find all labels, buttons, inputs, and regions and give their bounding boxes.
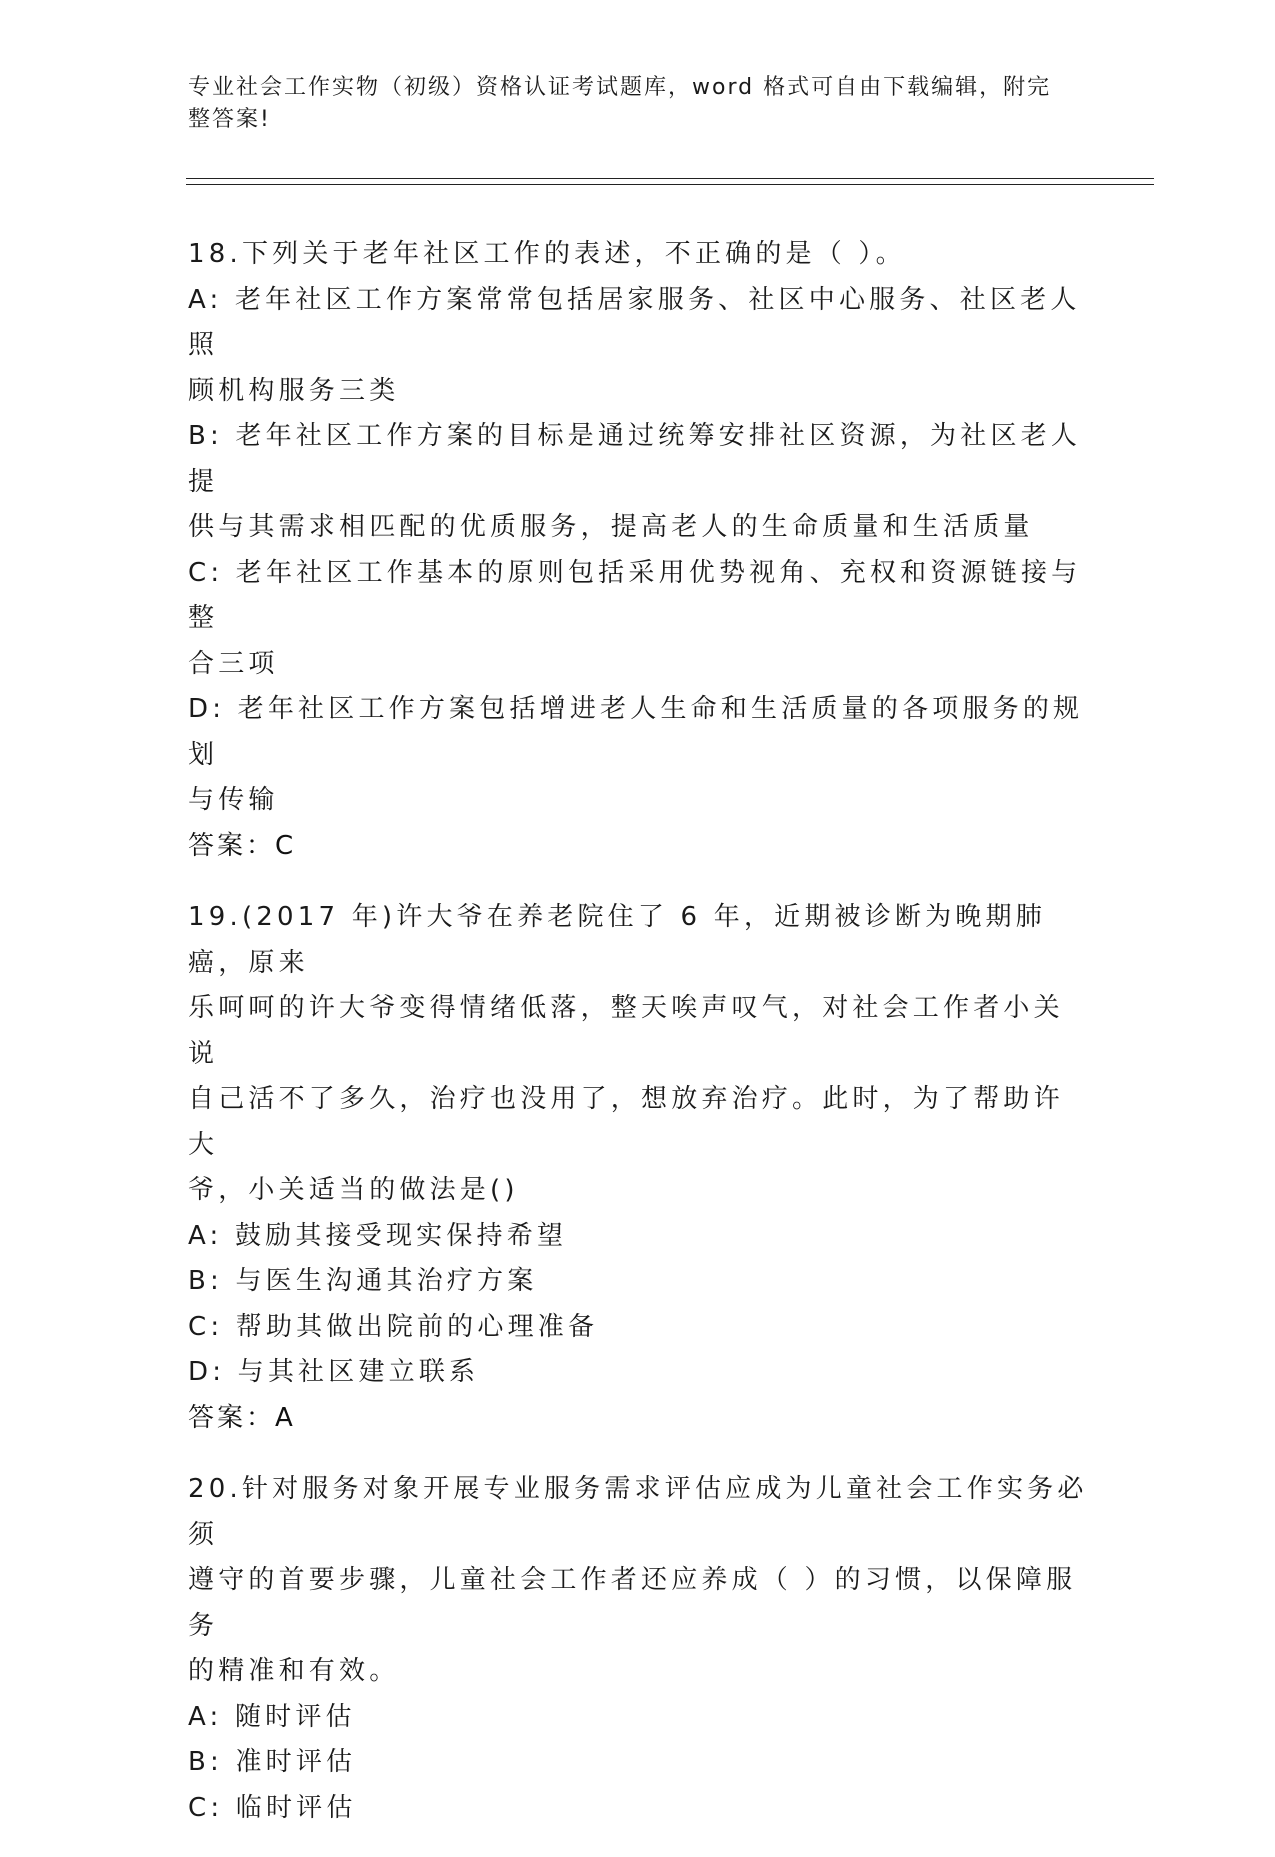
- question-19: [188, 895, 1088, 1441]
- option-d: D: 与其社区建立联系: [188, 1357, 480, 1387]
- question-20: [188, 1467, 1088, 1831]
- option-c-cont: 合三项: [188, 648, 279, 679]
- option-b: B: 老年社区工作方案的目标是通过统筹安排社区资源，为社区老人提: [188, 421, 1082, 497]
- question-18: [188, 232, 1088, 869]
- question-stem: 19.(2017 年)许大爷在养老院住了 6 年，近期被诊断为晚期肺癌，原来: [188, 902, 1046, 978]
- option-a: A: 鼓励其接受现实保持希望: [188, 1220, 568, 1251]
- option-d-cont: 与传输: [188, 785, 279, 815]
- question-stem-cont: 遵守的首要步骤，儿童社会工作者还应养成（ ）的习惯，以保障服务: [188, 1565, 1077, 1641]
- header-divider: [186, 178, 1154, 185]
- option-b: B: 准时评估: [188, 1747, 357, 1777]
- option-a-cont: 顾机构服务三类: [188, 375, 400, 406]
- question-stem: 20.针对服务对象开展专业服务需求评估应成为儿童社会工作实务必须: [188, 1474, 1088, 1550]
- question-list: [188, 232, 1088, 1857]
- option-a: A: 老年社区工作方案常常包括居家服务、社区中心服务、社区老人照: [188, 284, 1081, 360]
- option-b: B: 与医生沟通其治疗方案: [188, 1266, 538, 1296]
- page-header: [188, 72, 1068, 136]
- option-a: A: 随时评估: [188, 1701, 356, 1732]
- question-stem-cont: 自己活不了多久，治疗也没用了，想放弃治疗。此时，为了帮助许大: [188, 1084, 1064, 1160]
- answer: 答案：A: [188, 1402, 296, 1433]
- option-d: D: 老年社区工作方案包括增进老人生命和生活质量的各项服务的规划: [188, 694, 1084, 770]
- answer: 答案：C: [188, 830, 297, 861]
- header-line: 专业社会工作实物（初级）资格认证考试题库，word 格式可自由下载编辑，附完: [188, 75, 1052, 100]
- header-line: 整答案!: [188, 107, 271, 132]
- question-stem-cont: 爷，小关适当的做法是(): [188, 1175, 519, 1205]
- option-c: C: 帮助其做出院前的心理准备: [188, 1311, 599, 1342]
- option-c: C: 临时评估: [188, 1792, 357, 1823]
- question-stem: 18.下列关于老年社区工作的表述，不正确的是（ ）。: [188, 239, 906, 269]
- question-stem-cont: 乐呵呵的许大爷变得情绪低落，整天唉声叹气，对社会工作者小关说: [188, 993, 1064, 1069]
- question-stem-cont: 的精准和有效。: [188, 1656, 400, 1686]
- option-c: C: 老年社区工作基本的原则包括采用优势视角、充权和资源链接与整: [188, 557, 1082, 633]
- option-b-cont: 供与其需求相匹配的优质服务，提高老人的生命质量和生活质量: [188, 512, 1034, 542]
